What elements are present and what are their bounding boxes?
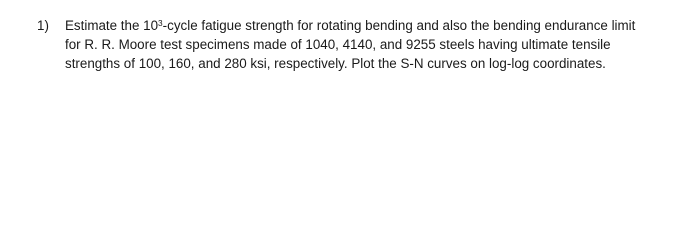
problem-line-2: for R. R. Moore test specimens made of 1040, 4140, and 9255 steels having ultimate tensile bbox=[65, 37, 611, 52]
line-1-start: Estimate the 10 bbox=[65, 18, 159, 33]
problem-line-1 bbox=[65, 16, 677, 35]
problem-text bbox=[65, 16, 677, 73]
exponent: 3 bbox=[158, 18, 163, 29]
problem-number: 1) bbox=[37, 18, 49, 33]
problem-line-3: strengths of 100, 160, and 280 ksi, respectively. Plot the S-N curves on log-log coordinates. bbox=[65, 56, 606, 71]
problem-statement bbox=[37, 16, 677, 73]
line-1-end: -cycle fatigue strength for rotating bending and also the bending endurance limit bbox=[162, 18, 636, 33]
